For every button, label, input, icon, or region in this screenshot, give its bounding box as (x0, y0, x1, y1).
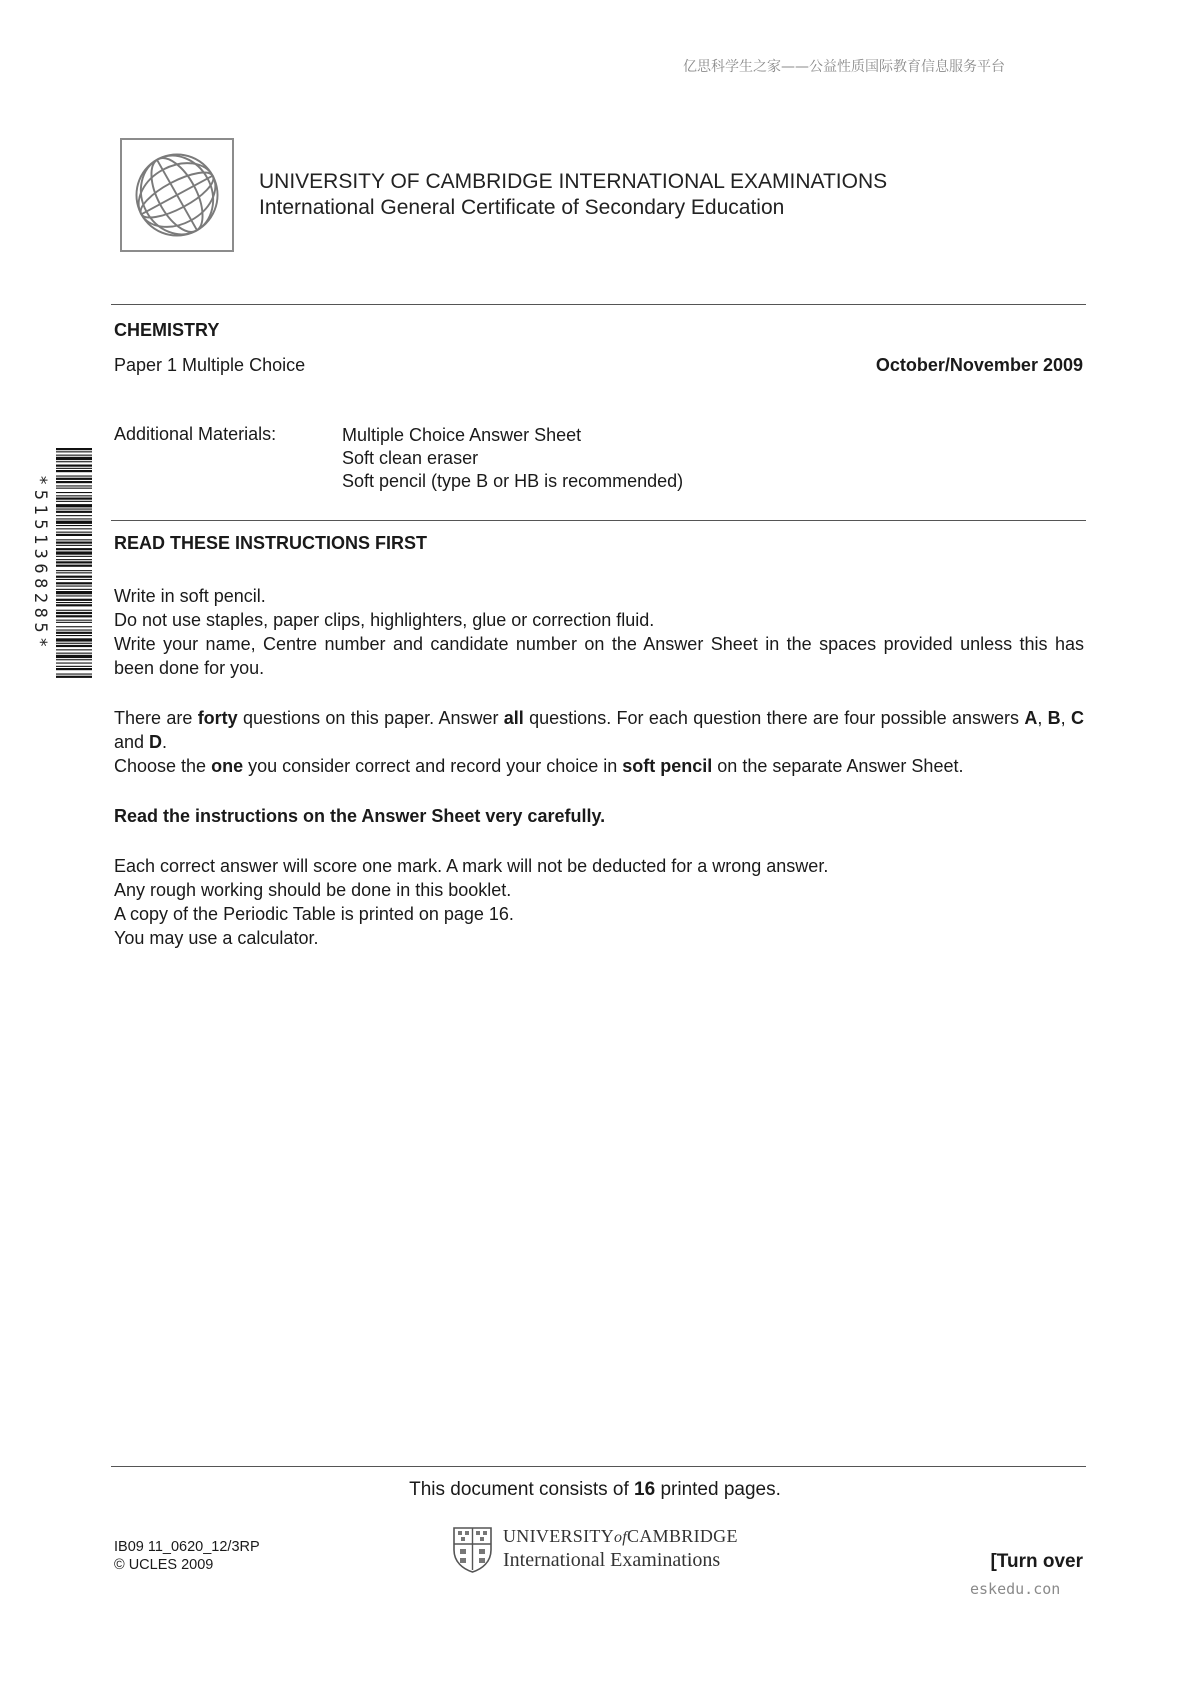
qualification-name: International General Certificate of Secondary Education (259, 196, 785, 219)
materials-list (342, 424, 683, 493)
cambridge-crest-icon (452, 1526, 493, 1573)
instructions-block-2 (114, 706, 1084, 778)
instruction-line: Write your name, Centre number and candidate number on the Answer Sheet in the spaces provided unless this has been done for you. (114, 634, 1084, 678)
instruction-line: Each correct answer will score one mark. A mark will not be deducted for a wrong answer. (114, 856, 829, 876)
divider (111, 304, 1086, 305)
materials-label: Additional Materials: (114, 424, 277, 444)
divider (111, 1466, 1086, 1467)
globe-icon (120, 138, 234, 252)
cambridge-wordmark: UNIVERSITYofCAMBRIDGE International Examinations (503, 1526, 738, 1571)
materials-item: Multiple Choice Answer Sheet (342, 425, 582, 445)
reference-code: IB09 11_0620_12/3RP (114, 1539, 260, 1555)
subject-title: CHEMISTRY (114, 320, 220, 340)
barcode-bars (56, 448, 96, 678)
instruction-line: You may use a calculator. (114, 928, 319, 948)
instruction-line: Any rough working should be done in this booklet. (114, 880, 512, 900)
instructions-heading: READ THESE INSTRUCTIONS FIRST (114, 533, 428, 553)
instructions-block-1 (114, 584, 1084, 680)
watermark-bottom: eskedu.con (970, 1580, 1061, 1598)
materials-item: Soft clean eraser (342, 448, 479, 468)
materials-item: Soft pencil (type B or HB is recommended) (342, 471, 684, 491)
candidate-barcode (30, 448, 96, 678)
barcode-digits: *5151368285* (30, 474, 50, 652)
watermark-top: 亿思科学生之家——公益性质国际教育信息服务平台 (683, 59, 1005, 75)
instruction-line: There are forty questions on this paper. Answer all questions. For each question there are four possible answers A, B, C and D. (114, 708, 1084, 752)
exam-session: October/November 2009 (875, 355, 1083, 375)
page-count: This document consists of 16 printed pages. (409, 1479, 781, 1500)
instruction-line: A copy of the Periodic Table is printed on page 16. (114, 904, 514, 924)
turn-over: [Turn over (990, 1551, 1083, 1572)
divider (111, 520, 1086, 521)
copyright: © UCLES 2009 (114, 1557, 214, 1573)
instruction-line: Choose the one you consider correct and record your choice in soft pencil on the separate Answer Sheet. (114, 756, 964, 776)
instruction-line: Do not use staples, paper clips, highlighters, glue or correction fluid. (114, 610, 655, 630)
instructions-block-4 (114, 854, 1084, 950)
institution-name: UNIVERSITY OF CAMBRIDGE INTERNATIONAL EXAMINATIONS (259, 170, 888, 193)
answer-sheet-note: Read the instructions on the Answer Sheet very carefully. (114, 806, 606, 826)
paper-title: Paper 1 Multiple Choice (114, 355, 306, 375)
document-reference (114, 1538, 260, 1574)
instruction-line: Write in soft pencil. (114, 586, 266, 606)
